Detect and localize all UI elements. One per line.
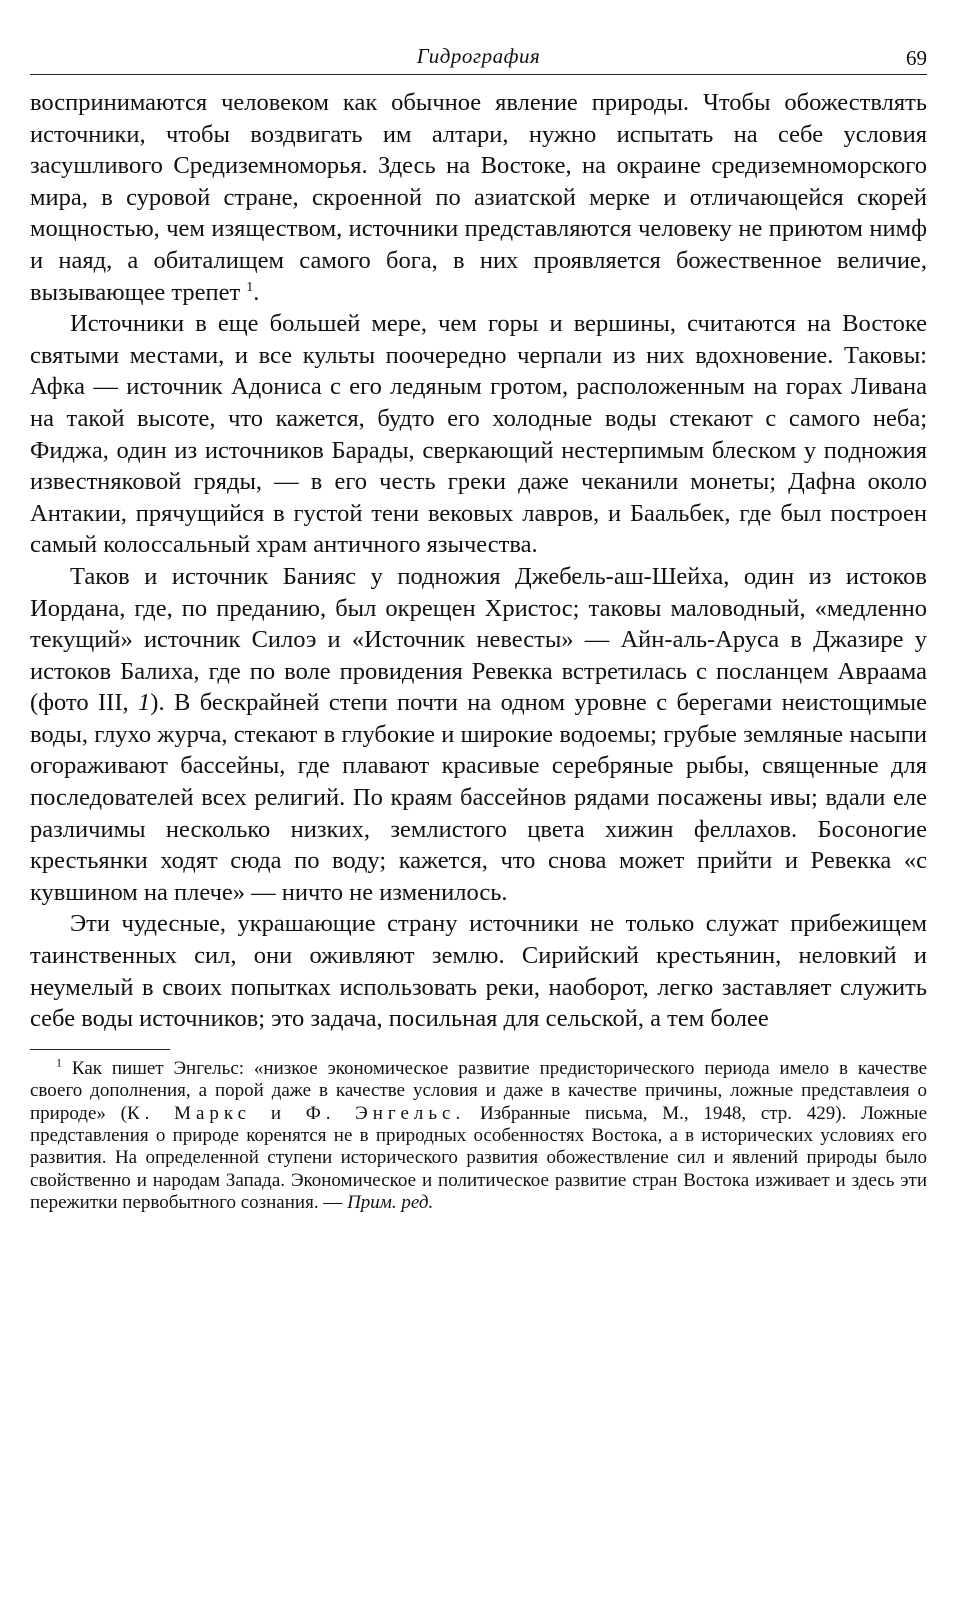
paragraph-2	[30, 308, 927, 561]
paragraph-1-text: воспринимаются человеком как обычное явление природы. Чтобы обожествлять источники, чтобы воздвигать им алтари, нужно испытать на себе условия засушливого Средиземноморья. Здесь на Востоке, на окраине средиземноморского мира, в суровой стране, скроенной по азиатской мерке и отличающейся скорей мощностью, чем изяществом, источники представляются человеку не приютом нимф и наяд, а обиталищем самого бога, в них проявляется божественное величие, вызывающее трепет	[30, 89, 927, 306]
page-number: 69	[906, 46, 927, 70]
paragraph-4-text: Эти чудесные, украшающие страну источники не только служат прибежищем таинственных сил, они оживляют землю. Сирийский крестьянин, неловкий и неумелый в своих попытках использовать реки, наоборот, легко заставляет служить себе воды источников; это задача, посильная для сельской, а тем более	[30, 910, 927, 1033]
footnote	[30, 1055, 928, 1215]
paragraph-1	[30, 87, 927, 308]
paragraph-3-text-b: ). В бескрайней степи почти на одном уровне с берегами неистощимые воды, глухо журча, стекают в глубокие и широкие водоемы; грубые земляные насыпи огораживают бассейны, где плавают красивые серебряные рыбы, священные для последователей всех религий. По краям бассейнов рядами посажены ивы; вдали еле различимы несколько низких, землистого цвета хижин феллахов. Босоногие крестьянки ходят сюда по воду; кажется, что снова может прийти и Ревекка «с кувшином на плече» — ничто не изменилось.	[30, 689, 927, 906]
page	[30, 44, 927, 1215]
paragraph-2-text: Источники в еще большей мере, чем горы и вершины, считаются на Востоке святыми местами, и все культы поочередно черпали из них вдохновение. Таковы: Афка — источник Адониса с его ледяным гротом, расположенным на горах Ливана на такой высоте, что кажется, будто его холодные воды стекают с самого неба; Фиджа, один из источников Барады, сверкающий нестерпимым блеском у подножия известняковой гряды, — в его честь греки даже чеканили монеты; Дафна около Антакии, прячущийся в густой тени вековых лавров, и Баальбек, где был построен самый колоссальный храм античного язычества.	[30, 310, 927, 559]
footnote-reference: 1	[246, 279, 254, 295]
footnote-divider	[30, 1049, 170, 1050]
paragraph-4	[30, 908, 927, 1034]
footnote-mark: 1	[56, 1055, 62, 1070]
running-title: Гидрография	[416, 44, 541, 68]
footnote-text-a: Как пишет Энгельс: «низкое экономическое развитие предисторического периода имело в качестве своего дополнения, а порой даже в качестве условия и даже в качестве причины, ложные представлеия о природе» (	[30, 1057, 928, 1124]
footnote-authors: К. Маркс и Ф. Энгельс.	[126, 1102, 466, 1124]
body-text	[30, 87, 927, 1035]
page-header	[30, 44, 927, 75]
footnote-text-b: Избранные письма, М., 1948, стр. 429). Ложные представления о природе коренятся не в природных особенностях Востока, а в исторических условиях его развития. На определенной ступени исторического развития обожествление сил и явлений природы было свойственно и народам Запада. Экономическое и политическое развитие стран Востока изживает и здесь эти пережитки первобытного сознания. —	[30, 1102, 928, 1214]
paragraph-1-end: .	[253, 278, 260, 306]
editor-note: Прим. ред.	[347, 1192, 434, 1214]
paragraph-3-text-a: Таков и источник Банияс у подножия Джебель-аш-Шейха, один из истоков Иордана, где, по преданию, был окрещен Христос; таковы маловодный, «медленно текущий» источник Силоэ и «Источник невесты» — Айн-аль-Аруса в Джазире у истоков Балиха, где по воле провидения Ревекка встретилась с посланцем Авраама (фото III,	[30, 562, 927, 717]
paragraph-3	[30, 561, 927, 909]
photo-reference-number: 1	[138, 689, 151, 717]
